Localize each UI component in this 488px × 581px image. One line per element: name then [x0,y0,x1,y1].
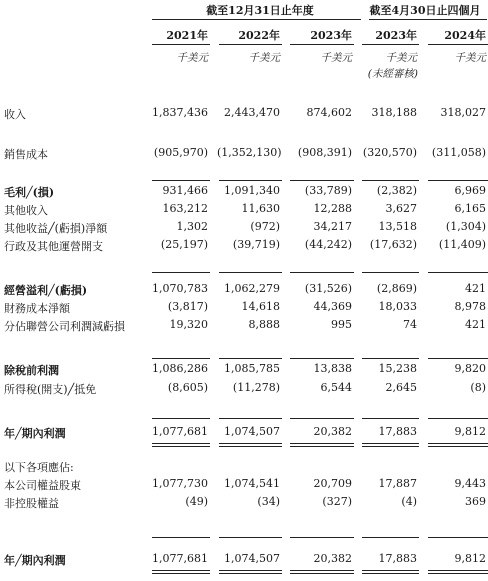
row-value: 12,288 [313,202,352,215]
row-value: (972) [250,220,280,233]
row-label: 銷售成本 [4,148,48,161]
unit-label: 千美元 [320,52,352,64]
row-value: 1,085,785 [224,362,280,375]
subtotal-rule [290,272,354,273]
row-value: (908,391) [297,146,352,159]
row-label: 其他收益╱(虧損)淨額 [4,222,108,235]
total-double-rule [290,570,354,574]
year-rule [362,44,419,45]
year-rule [219,44,282,45]
row-value: (33,789) [304,184,352,197]
row-value: (905,970) [153,146,208,159]
row-value: 1,091,340 [224,184,280,197]
header-group-rule [152,19,361,20]
row-value: 1,077,681 [152,425,208,438]
row-value: (8,605) [167,381,208,394]
row-value: 15,238 [378,362,417,375]
row-label: 經營溢利╱(虧損) [4,284,88,297]
row-value: 3,627 [385,202,417,215]
row-value: 20,382 [313,552,352,565]
year-header: 2024年 [444,29,486,42]
row-value: 1,074,507 [224,425,280,438]
unit-label: 千美元 [248,52,280,64]
row-value: 11,630 [241,202,280,215]
total-double-rule [290,443,354,447]
row-value: (4) [401,495,417,508]
row-value: 13,518 [378,220,417,233]
subtotal-rule [362,418,419,419]
row-value: 163,212 [162,202,208,215]
row-label: 以下各項應佔: [4,461,74,474]
row-value: 931,466 [162,184,208,197]
header-group-year-ended: 截至12月31日止年度 [206,4,314,17]
year-header: 2023年 [310,29,352,42]
subtotal-rule [362,180,419,181]
row-value: 1,077,681 [152,552,208,565]
total-double-rule [428,570,488,574]
row-value: (3,817) [167,300,208,313]
row-value: 17,883 [378,425,417,438]
total-double-rule [219,443,282,447]
row-value: 2,645 [385,381,417,394]
row-value: 369 [465,495,486,508]
row-label: 本公司權益股東 [4,479,81,492]
subtotal-rule [362,537,419,538]
row-value: 17,887 [378,477,417,490]
row-value: 2,443,470 [224,106,280,119]
row-value: 8,978 [454,300,486,313]
subtotal-rule [362,272,419,273]
subtotal-rule [219,418,282,419]
row-label: 財務成本淨額 [4,302,70,315]
subtotal-rule [428,180,488,181]
total-double-rule [219,570,282,574]
row-label: 行政及其他運營開支 [4,240,103,253]
unit-label: 千美元 [176,52,208,64]
row-value: 34,217 [313,220,352,233]
year-rule [290,44,354,45]
row-label: 其他收入 [4,204,48,217]
row-value: 6,544 [320,381,352,394]
row-value: 6,969 [454,184,486,197]
header-group-four-months: 截至4月30日止四個月 [369,4,481,17]
row-value: (11,409) [438,238,486,251]
subtotal-rule [152,272,210,273]
row-label: 毛利╱(損) [4,186,55,199]
subtotal-rule [362,358,419,359]
row-value: 1,837,436 [152,106,208,119]
total-double-rule [428,443,488,447]
row-value: 421 [465,318,486,331]
row-value: 1,070,783 [152,282,208,295]
subtotal-rule [152,180,210,181]
header-group-rule [369,19,487,20]
total-double-rule [362,443,419,447]
row-label: 分佔聯營公司利潤減虧損 [4,320,125,333]
year-rule [428,44,488,45]
row-value: (11,278) [232,381,280,394]
row-value: 9,812 [454,552,486,565]
row-value: 17,883 [378,552,417,565]
row-value: 20,709 [313,477,352,490]
row-value: (31,526) [304,282,352,295]
total-double-rule [152,570,210,574]
subtotal-rule [428,418,488,419]
subtotal-rule [152,537,210,538]
unit-label: 千美元 [454,52,486,64]
row-label: 收入 [4,108,26,121]
unit-label: 千美元 [385,52,417,64]
subtotal-rule [428,358,488,359]
row-value: 44,369 [313,300,352,313]
subtotal-rule [428,537,488,538]
row-value: (2,869) [376,282,417,295]
subtotal-rule [290,418,354,419]
row-value: (2,382) [376,184,417,197]
row-value: 6,165 [454,202,486,215]
unaudited-note: (未經審核) [367,68,418,80]
row-value: (311,058) [431,146,486,159]
row-value: 1,302 [176,220,208,233]
row-value: 9,820 [454,362,486,375]
row-value: (49) [185,495,208,508]
row-value: 318,027 [440,106,486,119]
year-header: 2021年 [166,29,208,42]
row-label: 非控股權益 [4,497,59,510]
subtotal-rule [219,537,282,538]
row-value: (1,352,130) [217,146,282,159]
row-value: 1,074,541 [224,477,280,490]
total-double-rule [152,443,210,447]
row-value: (34) [257,495,280,508]
year-header: 2023年 [375,29,417,42]
year-header: 2022年 [238,29,280,42]
row-value: 995 [331,318,352,331]
subtotal-rule [219,358,282,359]
row-value: (39,719) [232,238,280,251]
row-label: 年╱期內利潤 [4,427,66,440]
subtotal-rule [290,358,354,359]
row-label: 所得稅(開支)╱抵免 [4,383,97,396]
row-value: 14,618 [241,300,280,313]
subtotal-rule [290,180,354,181]
row-value: 19,320 [169,318,208,331]
row-label: 年╱期內利潤 [4,554,66,567]
row-value: 20,382 [313,425,352,438]
row-label: 除稅前利潤 [4,364,59,377]
row-value: 9,443 [454,477,486,490]
row-value: (17,632) [369,238,417,251]
year-rule [152,44,210,45]
subtotal-rule [219,272,282,273]
row-value: 1,077,730 [152,477,208,490]
row-value: 9,812 [454,425,486,438]
row-value: 421 [465,282,486,295]
row-value: (25,197) [160,238,208,251]
row-value: (44,242) [304,238,352,251]
row-value: (320,570) [362,146,417,159]
row-value: 318,188 [371,106,417,119]
row-value: 74 [403,318,417,331]
subtotal-rule [428,272,488,273]
row-value: 13,838 [313,362,352,375]
row-value: 1,074,507 [224,552,280,565]
subtotal-rule [152,358,210,359]
subtotal-rule [219,180,282,181]
row-value: (1,304) [445,220,486,233]
subtotal-rule [290,537,354,538]
row-value: 874,602 [306,106,352,119]
row-value: (8) [470,381,486,394]
row-value: (327) [322,495,352,508]
row-value: 1,086,286 [152,362,208,375]
total-double-rule [362,570,419,574]
subtotal-rule [152,418,210,419]
row-value: 1,062,279 [224,282,280,295]
row-value: 18,033 [378,300,417,313]
row-value: 8,888 [248,318,280,331]
